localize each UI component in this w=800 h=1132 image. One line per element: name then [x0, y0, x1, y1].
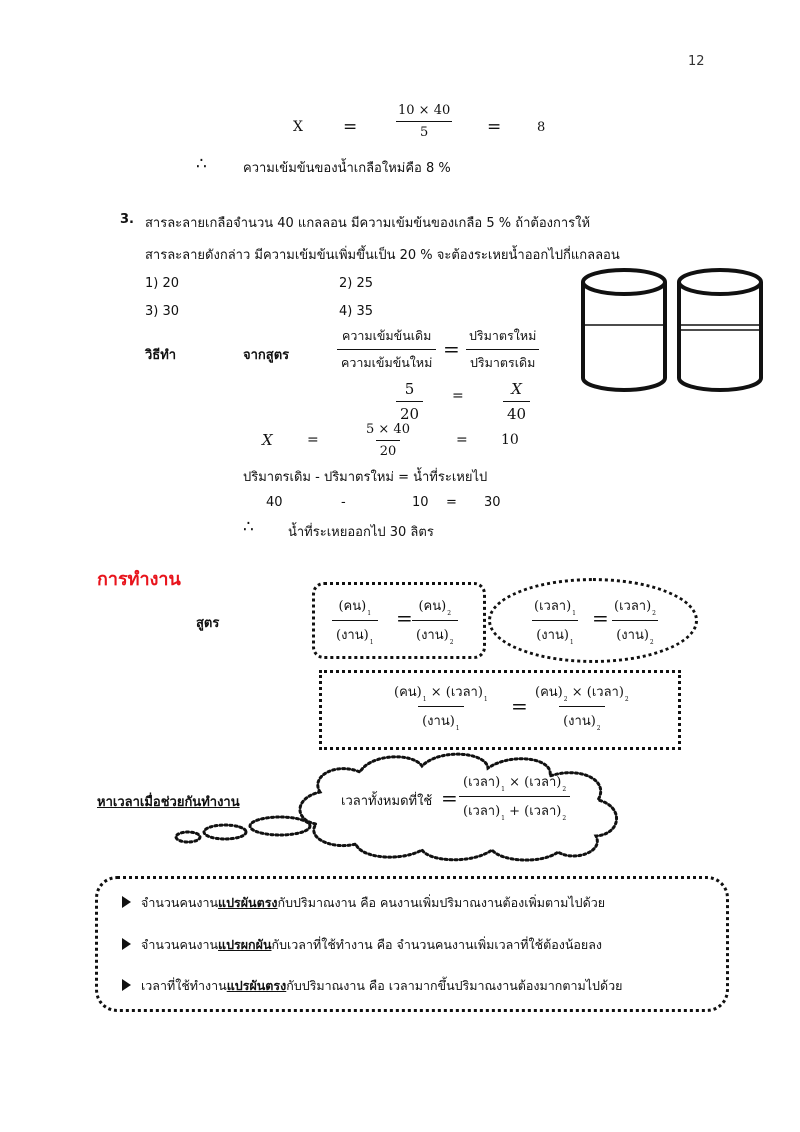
- combined-fraction-2: [531, 681, 633, 732]
- subscript: 2: [652, 610, 656, 617]
- fraction-5x40-over-20: [362, 422, 414, 459]
- choice-2: 2) 25: [339, 276, 374, 291]
- arrow-bullet-icon: [122, 979, 131, 991]
- choice-3: 3) 30: [145, 304, 180, 319]
- equals-sign: =: [343, 117, 358, 137]
- numerator: 5: [404, 380, 415, 398]
- work-term: (งาน): [422, 714, 455, 729]
- arrow-bullet-icon: [122, 938, 131, 950]
- subscript: 1: [501, 815, 505, 822]
- rule-item-3: [122, 976, 622, 996]
- person-term: (คน): [418, 599, 447, 614]
- denominator: ความเข้มข้นใหม่: [337, 349, 436, 373]
- volume-relation-text: ปริมาตรเดิม - ปริมาตรใหม่ = น้ำที่ระเหยไป: [243, 470, 488, 485]
- numerator: 5 × 40: [366, 422, 410, 437]
- subscript: 1: [367, 610, 372, 617]
- time-term: (เวลา): [524, 804, 562, 819]
- section-heading: การทำงาน: [97, 569, 181, 590]
- beaker-left: [583, 282, 665, 390]
- times-sign: ×: [430, 685, 442, 700]
- var-x: X: [262, 431, 273, 449]
- subscript: 2: [563, 696, 568, 703]
- time-term: (เวลา): [463, 804, 501, 819]
- equals-sign: =: [487, 117, 502, 137]
- denominator: 40: [503, 401, 530, 423]
- denominator: 20: [376, 440, 401, 459]
- value-10: 10: [412, 495, 429, 510]
- person-term: (คน): [535, 685, 563, 700]
- rule-keyword: แปรผกผัน: [218, 937, 272, 952]
- formula-volume-fraction: [465, 326, 540, 373]
- beakers-illustration: [575, 262, 775, 397]
- subscript: 1: [501, 786, 505, 793]
- result-value: 10: [501, 432, 519, 448]
- therefore-symbol: ∴: [243, 517, 254, 537]
- rule-prefix: จำนวนคนงาน: [141, 937, 219, 952]
- denominator: ปริมาตรเดิม: [466, 349, 539, 373]
- choice-4: 4) 35: [339, 304, 374, 319]
- result-value: 8: [537, 120, 546, 135]
- therefore-symbol: ∴: [196, 154, 207, 174]
- total-time-fraction: [459, 771, 570, 822]
- value-40: 40: [266, 495, 283, 510]
- time-work-fraction-2: [610, 595, 660, 646]
- arrow-bullet-icon: [122, 896, 131, 908]
- method-label: วิธีทำ: [145, 348, 177, 363]
- subscript: 2: [562, 815, 567, 822]
- subscript: 2: [447, 610, 452, 617]
- subscript: 2: [449, 639, 454, 646]
- person-term: (คน): [394, 685, 422, 700]
- work-term: (งาน): [416, 628, 449, 643]
- time-term: (เวลา): [524, 775, 562, 790]
- equals-sign: =: [592, 606, 609, 630]
- value-30: 30: [484, 495, 501, 510]
- numerator: ความเข้มข้นเดิม: [341, 328, 432, 343]
- equals-sign: =: [511, 694, 528, 718]
- equals-sign: =: [452, 388, 464, 404]
- person-work-fraction-2: [412, 595, 458, 646]
- person-work-fraction-1: [332, 595, 378, 646]
- problem-line-2: สารละลายดังกล่าว มีความเข้มข้นเพิ่มขึ้นเป็น 20 % จะต้องระเหยน้ำออกไปกี่แกลลอน: [145, 248, 620, 263]
- equals-sign: =: [441, 786, 458, 810]
- time-term: (เวลา): [534, 599, 572, 614]
- page-number: 12: [688, 54, 705, 69]
- numerator: 10 × 40: [398, 103, 451, 118]
- problem-number: 3.: [120, 212, 134, 227]
- subscript: 2: [562, 786, 567, 793]
- formula-concentration-fraction: [337, 326, 436, 373]
- rule-prefix: เวลาที่ใช้ทำงาน: [141, 978, 227, 993]
- equals-sign: =: [396, 606, 413, 630]
- subscript: 1: [422, 696, 427, 703]
- problem-line-1: สารละลายเกลือจำนวน 40 แกลลอน มีความเข้มข้นของเกลือ 5 % ถ้าต้องการให้: [145, 216, 591, 231]
- formula-label: สูตร: [196, 616, 220, 631]
- plus-sign: +: [509, 804, 521, 819]
- subscript: 1: [572, 610, 576, 617]
- subscript: 1: [483, 696, 488, 703]
- time-term: (เวลา): [445, 685, 483, 700]
- work-term: (งาน): [616, 628, 649, 643]
- denominator: 5: [396, 121, 452, 140]
- numerator: X: [511, 380, 522, 398]
- combined-fraction-1: [390, 681, 492, 732]
- choice-1: 1) 20: [145, 276, 180, 291]
- rule-suffix: กับปริมาณงาน คือ คนงานเพิ่มปริมาณงานต้องเพิ่มตามไปด้วย: [277, 895, 606, 910]
- minus-sign: -: [341, 495, 346, 510]
- numerator: ปริมาตรใหม่: [469, 328, 537, 343]
- time-term: (เวลา): [586, 685, 624, 700]
- subscript: 1: [569, 639, 574, 646]
- rule-suffix: กับเวลาที่ใช้ทำงาน คือ จำนวนคนงานเพิ่มเวลาที่ใช้ต้องน้อยลง: [271, 937, 602, 952]
- times-sign: ×: [509, 775, 521, 790]
- rule-item-1: [122, 893, 605, 913]
- person-term: (คน): [338, 599, 367, 614]
- subscript: 2: [624, 696, 629, 703]
- subscript: 1: [455, 725, 460, 732]
- work-term: (งาน): [536, 628, 569, 643]
- time-work-fraction-1: [530, 595, 580, 646]
- equals-sign: =: [446, 495, 457, 510]
- total-time-label: เวลาทั้งหมดที่ใช้: [341, 794, 433, 809]
- rule-keyword: แปรผันตรง: [218, 895, 278, 910]
- from-formula-label: จากสูตร: [243, 348, 290, 363]
- subscript: 2: [649, 639, 654, 646]
- conclusion-text: ความเข้มข้นของน้ำเกลือใหม่คือ 8 %: [243, 161, 451, 176]
- fraction-x-over-40: [503, 380, 530, 423]
- time-term: (เวลา): [614, 599, 652, 614]
- equals-sign: =: [456, 432, 468, 448]
- work-term: (งาน): [563, 714, 596, 729]
- rule-suffix: กับปริมาณงาน คือ เวลามากขึ้นปริมาณงานต้องมากตามไปด้วย: [286, 978, 623, 993]
- subscript: 2: [596, 725, 601, 732]
- conclusion-text: น้ำที่ระเหยออกไป 30 ลิตร: [288, 525, 434, 540]
- denominator: 20: [396, 401, 423, 423]
- fraction-10x40-over-5: [394, 103, 454, 140]
- rule-item-2: [122, 935, 602, 955]
- subscript: 1: [369, 639, 374, 646]
- work-term: (งาน): [336, 628, 369, 643]
- beaker-right: [679, 282, 761, 390]
- equals-sign: =: [307, 432, 319, 448]
- fraction-5-over-20: [396, 380, 423, 423]
- rule-keyword: แปรผันตรง: [226, 978, 287, 993]
- time-term: (เวลา): [463, 775, 501, 790]
- help-together-label: หาเวลาเมื่อช่วยกันทำงาน: [97, 795, 240, 810]
- times-sign: ×: [571, 685, 583, 700]
- rule-prefix: จำนวนคนงาน: [141, 895, 219, 910]
- var-x: X: [293, 119, 303, 135]
- equals-sign: =: [443, 337, 460, 361]
